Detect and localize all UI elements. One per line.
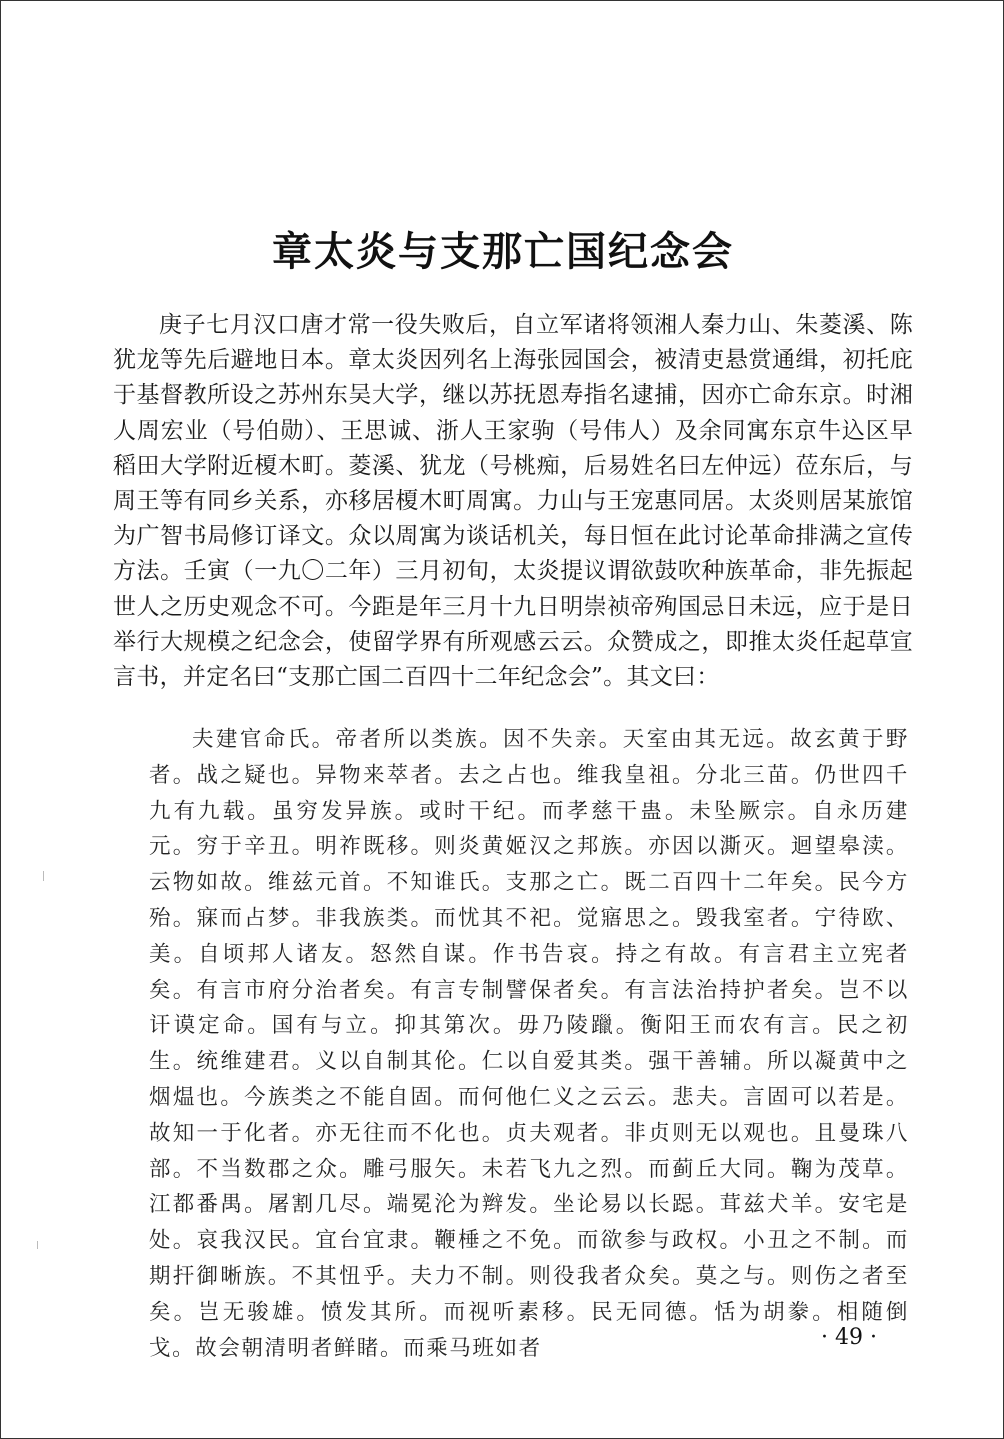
quoted-essay-paragraph: 夫建官命氏。帝者所以类族。因不失亲。天室由其无远。故玄黄于野者。战之疑也。异物来萃者。去之占也。维我皇祖。分北三苗。仍世四千九有九载。虽穷发异族。或时干纪。而孝慈干蛊。未坠厥宗。自永历建元。穷于辛丑。明祚既移。则炎黄姬汉之邦族。亦因以澌灭。迴望皋渎。云物如故。维兹元首。不知谁氏。支那之亡。既二百四十二年矣。民今方殆。寐而占梦。非我族类。而忧其不祀。觉寤思之。毁我室者。宁待欧、美。自顷邦人诸友。怒然自谋。作书告哀。持之有故。有言君主立宪者矣。有言市府分治者矣。有言专制譬保者矣。有言法治持护者矣。岂不以讦谟定命。国有与立。抑其第次。毋乃陵躐。衡阳王而农有言。民之初生。统维建君。义以自制其伦。仁以自爱其类。强干善辅。所以凝黄中之烟煴也。今族类之不能自固。而何他仁义之云云。悲夫。言固可以若是。故知一于化者。亦无往而不化也。贞夫观者。非贞则无以观也。且曼珠八部。不当数郡之众。雕弓服矢。未若飞九之烈。而蓟丘大同。鞠为茂草。江都番禺。屠割几尽。端冕沦为辫发。坐论易以长跽。茸兹犬羊。安宅是处。哀我汉民。宜台宜隶。鞭棰之不免。而欲参与政权。小丑之不制。而期扞御晰族。不其忸乎。夫力不制。则役我者众矣。莫之与。则伤之者至矣。岂无骏雄。愤发其所。而视听素移。民无同德。恬为胡豢。相随倒戈。故会朝清明者鲜睹。而乘马班如者 bbox=[149, 727, 909, 1361]
page-number: · 49 · bbox=[821, 1325, 877, 1350]
quoted-essay-section bbox=[149, 722, 909, 1366]
intro-section bbox=[113, 308, 913, 695]
article-title: 章太炎与支那亡国纪念会 bbox=[272, 227, 734, 275]
intro-paragraph: 庚子七月汉口唐才常一役失败后，自立军诸将领湘人秦力山、朱菱溪、陈犹龙等先后避地日本。章太炎因列名上海张园国会，被清吏悬赏通缉，初托庇于基督教所设之苏州东吴大学，继以苏抚恩寿指名逮捕，因亦亡命东京。时湘人周宏业（号伯勋）、王思诚、浙人王家驹（号伟人）及余同寓东京牛込区早稻田大学附近榎木町。菱溪、犹龙（号桃痴，后易姓名曰左仲远）莅东后，与周王等有同乡关系，亦移居榎木町周寓。力山与王宠惠同居。太炎则居某旅馆为广智书局修订译文。众以周寓为谈话机关，每日恒在此讨论革命排满之宣传方法。壬寅（一九〇二年）三月初旬，太炎提议谓欲鼓吹种族革命，非先振起世人之历史观念不可。今距是年三月十九日明崇祯帝殉国忌日未远，应于是日举行大规模之纪念会，使留学界有所观感云云。众赞成之，即推太炎任起草宣言书，并定名曰“支那亡国二百四十二年纪念会”。其文曰： bbox=[113, 312, 913, 691]
scan-margin-mark bbox=[37, 1241, 38, 1249]
scan-margin-mark bbox=[43, 871, 44, 881]
